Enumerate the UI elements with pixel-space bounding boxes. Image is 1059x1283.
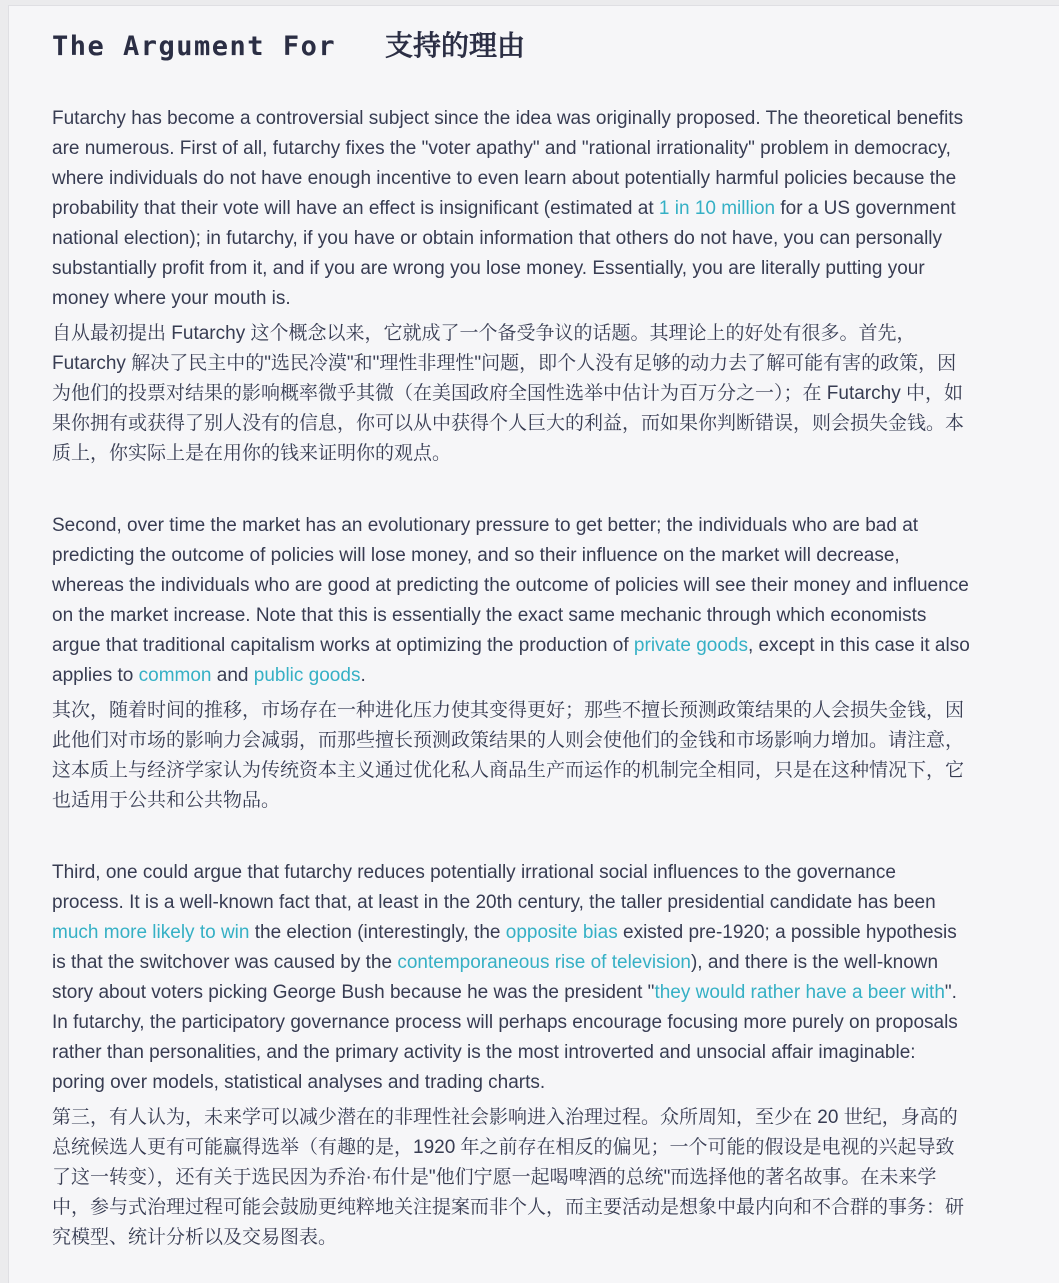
- paragraph-en: [52, 104, 970, 314]
- text-segment: for a US government national election); in futarchy, if you have or obtain information that others do not have, you can personally substantially profit from it, and if you are wrong you lose money. Essentially, you are literally putting your money where your mouth is.: [52, 198, 956, 309]
- text-segment: ". In futarchy, the participatory governance process will perhaps encourage focusing more purely on proposals rather than personalities, and the primary activity is the most introverted and unsocial affair imaginable: poring over models, statistical analyses and trading charts.: [52, 982, 958, 1093]
- inline-link[interactable]: contemporaneous rise of television: [397, 952, 691, 973]
- paragraph-zh: 第三，有人认为，未来学可以减少潜在的非理性社会影响进入治理过程。众所周知，至少在 20 世纪，身高的总统候选人更有可能赢得选举（有趣的是，1920 年之前存在相反的偏见；一个可能的假设是电视的兴起导致了这一转变），还有关于选民因为乔治·布什是"他们宁愿一起喝啤酒的总统"而选择他的著名故事。在未来学中，参与式治理过程可能会鼓励更纯粹地关注提案而非个人，而主要活动是想象中最内向和不合群的事务：研究模型、统计分析以及交易图表。: [52, 1107, 965, 1248]
- text-segment: Third, one could argue that futarchy reduces potentially irrational social influences to the governance process. It is a well-known fact that, at least in the 20th century, the taller presidential candidate has been: [52, 862, 936, 913]
- text-segment: Second, over time the market has an evolutionary pressure to get better; the individuals who are bad at predicting the outcome of policies will lose money, and so their influence on the market will decrease, whereas the individuals who are good at predicting the outcome of policies will see their money and influence on the market increase. Note that this is essentially the exact same mechanic through which economists argue that traditional capitalism works at optimizing the production of: [52, 515, 969, 656]
- inline-link[interactable]: private goods: [633, 635, 748, 656]
- text-segment: , except in this case it also applies to: [52, 635, 970, 686]
- inline-link[interactable]: much more likely to win: [52, 922, 250, 943]
- inline-link[interactable]: common: [138, 665, 212, 686]
- paragraph-en: [52, 858, 970, 1098]
- paragraph-en: [52, 511, 970, 691]
- text-segment: .: [360, 665, 366, 686]
- inline-link[interactable]: 1 in 10 million: [658, 198, 776, 219]
- inline-link[interactable]: opposite bias: [505, 922, 618, 943]
- text-segment: Futarchy has become a controversial subject since the idea was originally proposed. The theoretical benefits are numerous. First of all, futarchy fixes the "voter apathy" and "rational irrationality" problem in democracy, where individuals do not have enough incentive to even learn about potentially harmful policies because the probability that their vote will have an effect is insignificant (estimated at: [52, 108, 964, 219]
- page-title-zh: 支持的理由: [384, 29, 525, 62]
- text-segment: existed pre-1920; a possible hypothesis is that the switchover was caused by the: [52, 922, 957, 973]
- inline-link[interactable]: they would rather have a beer with: [654, 982, 945, 1003]
- paragraph-zh: 自从最初提出 Futarchy 这个概念以来，它就成了一个备受争议的话题。其理论上的好处有很多。首先，Futarchy 解决了民主中的"选民冷漠"和"理性非理性"问题，即个人没有足够的动力去了解可能有害的政策，因为他们的投票对结果的影响概率微乎其微（在美国政府全国性选举中估计为百万分之一）；在 Futarchy 中，如果你拥有或获得了别人没有的信息，你可以从中获得个人巨大的利益，而如果你判断错误，则会损失金钱。本质上，你实际上是在用你的钱来证明你的观点。: [52, 323, 965, 464]
- section-argument-1: [52, 104, 970, 469]
- text-segment: and: [211, 665, 254, 686]
- text-segment: ), and there is the well-known story about voters picking George Bush because he was the president ": [52, 952, 939, 1003]
- article-content: [9, 6, 1014, 1283]
- paragraph-zh: 其次，随着时间的推移，市场存在一种进化压力使其变得更好；那些不擅长预测政策结果的人会损失金钱，因此他们对市场的影响力会减弱，而那些擅长预测政策结果的人则会使他们的金钱和市场影响力增加。请注意，这本质上与经济学家认为传统资本主义通过优化私人商品生产而运作的机制完全相同，只是在这种情况下，它也适用于公共和公共物品。: [52, 700, 965, 811]
- page-title: [52, 24, 970, 64]
- page-title-en: The Argument For: [52, 31, 337, 62]
- inline-link[interactable]: public goods: [253, 665, 361, 686]
- text-segment: the election (interestingly, the: [249, 922, 506, 943]
- section-argument-2: [52, 511, 970, 816]
- section-argument-3: [52, 858, 970, 1253]
- article-page: [8, 5, 1059, 1283]
